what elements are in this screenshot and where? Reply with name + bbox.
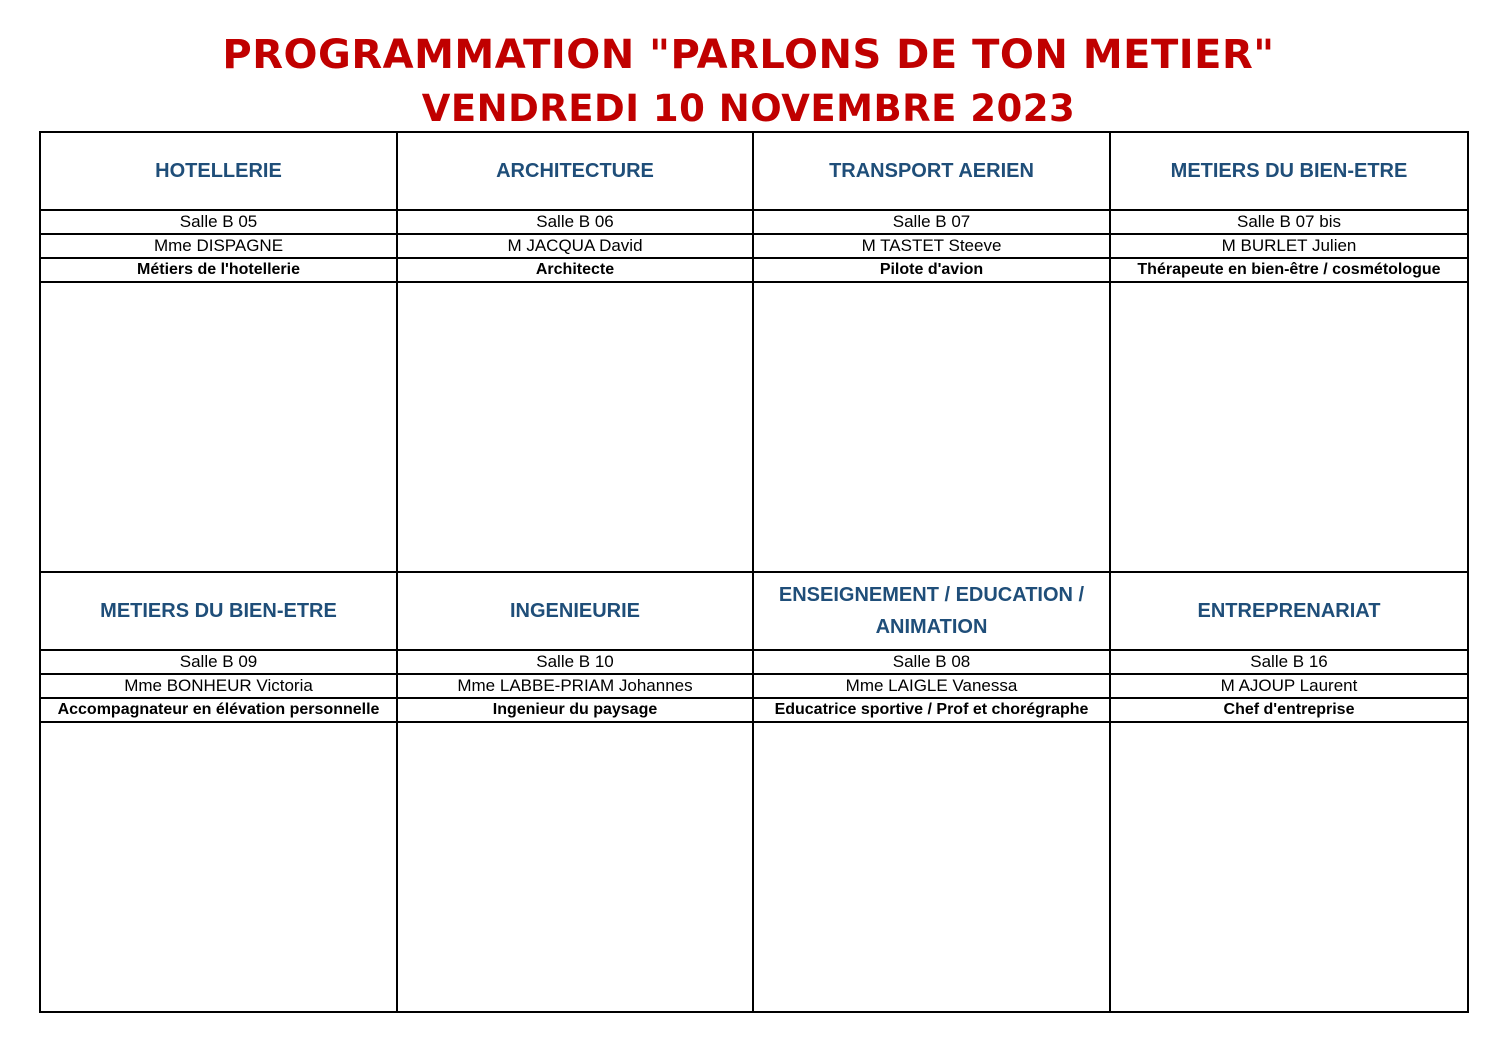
job-row — [40, 258, 1468, 282]
job-cell: Chef d'entreprise — [1110, 698, 1468, 722]
speaker-cell: Mme DISPAGNE — [40, 234, 397, 258]
room-cell: Salle B 07 bis — [1110, 210, 1468, 234]
schedule-table — [39, 131, 1469, 1013]
domain-header-cell: INGENIEURIE — [397, 572, 753, 650]
room-cell: Salle B 08 — [753, 650, 1110, 674]
notes-cell — [40, 282, 397, 572]
domain-header-row — [40, 572, 1468, 650]
domain-header-cell: ARCHITECTURE — [397, 132, 753, 210]
notes-cell — [397, 722, 753, 1012]
job-cell: Educatrice sportive / Prof et chorégraphe — [753, 698, 1110, 722]
domain-header-row — [40, 132, 1468, 210]
room-cell: Salle B 09 — [40, 650, 397, 674]
speaker-cell: Mme LAIGLE Vanessa — [753, 674, 1110, 698]
job-cell: Architecte — [397, 258, 753, 282]
speaker-cell: M BURLET Julien — [1110, 234, 1468, 258]
job-cell: Métiers de l'hotellerie — [40, 258, 397, 282]
speaker-cell: M JACQUA David — [397, 234, 753, 258]
speaker-row — [40, 674, 1468, 698]
notes-cell — [397, 282, 753, 572]
notes-cell — [1110, 722, 1468, 1012]
notes-cell — [753, 282, 1110, 572]
room-cell: Salle B 07 — [753, 210, 1110, 234]
notes-cell — [753, 722, 1110, 1012]
room-row — [40, 650, 1468, 674]
job-row — [40, 698, 1468, 722]
domain-header-cell: METIERS DU BIEN-ETRE — [40, 572, 397, 650]
domain-header-cell: TRANSPORT AERIEN — [753, 132, 1110, 210]
notes-cell — [40, 722, 397, 1012]
speaker-cell: M AJOUP Laurent — [1110, 674, 1468, 698]
page-subtitle: VENDREDI 10 NOVEMBRE 2023 — [421, 87, 1076, 130]
room-cell: Salle B 05 — [40, 210, 397, 234]
notes-row — [40, 722, 1468, 1012]
job-cell: Pilote d'avion — [753, 258, 1110, 282]
room-cell: Salle B 06 — [397, 210, 753, 234]
notes-row — [40, 282, 1468, 572]
job-cell: Ingenieur du paysage — [397, 698, 753, 722]
room-row — [40, 210, 1468, 234]
domain-header-cell: HOTELLERIE — [40, 132, 397, 210]
page-title: PROGRAMMATION "PARLONS DE TON METIER" — [222, 32, 1275, 78]
notes-cell — [1110, 282, 1468, 572]
domain-header-cell: ENTREPRENARIAT — [1110, 572, 1468, 650]
domain-header-cell: ENSEIGNEMENT / EDUCATION / ANIMATION — [753, 572, 1110, 650]
speaker-row — [40, 234, 1468, 258]
room-cell: Salle B 16 — [1110, 650, 1468, 674]
domain-header-cell: METIERS DU BIEN-ETRE — [1110, 132, 1468, 210]
speaker-cell: Mme LABBE-PRIAM Johannes — [397, 674, 753, 698]
speaker-cell: M TASTET Steeve — [753, 234, 1110, 258]
job-cell: Accompagnateur en élévation personnelle — [40, 698, 397, 722]
job-cell: Thérapeute en bien-être / cosmétologue — [1110, 258, 1468, 282]
room-cell: Salle B 10 — [397, 650, 753, 674]
speaker-cell: Mme BONHEUR Victoria — [40, 674, 397, 698]
